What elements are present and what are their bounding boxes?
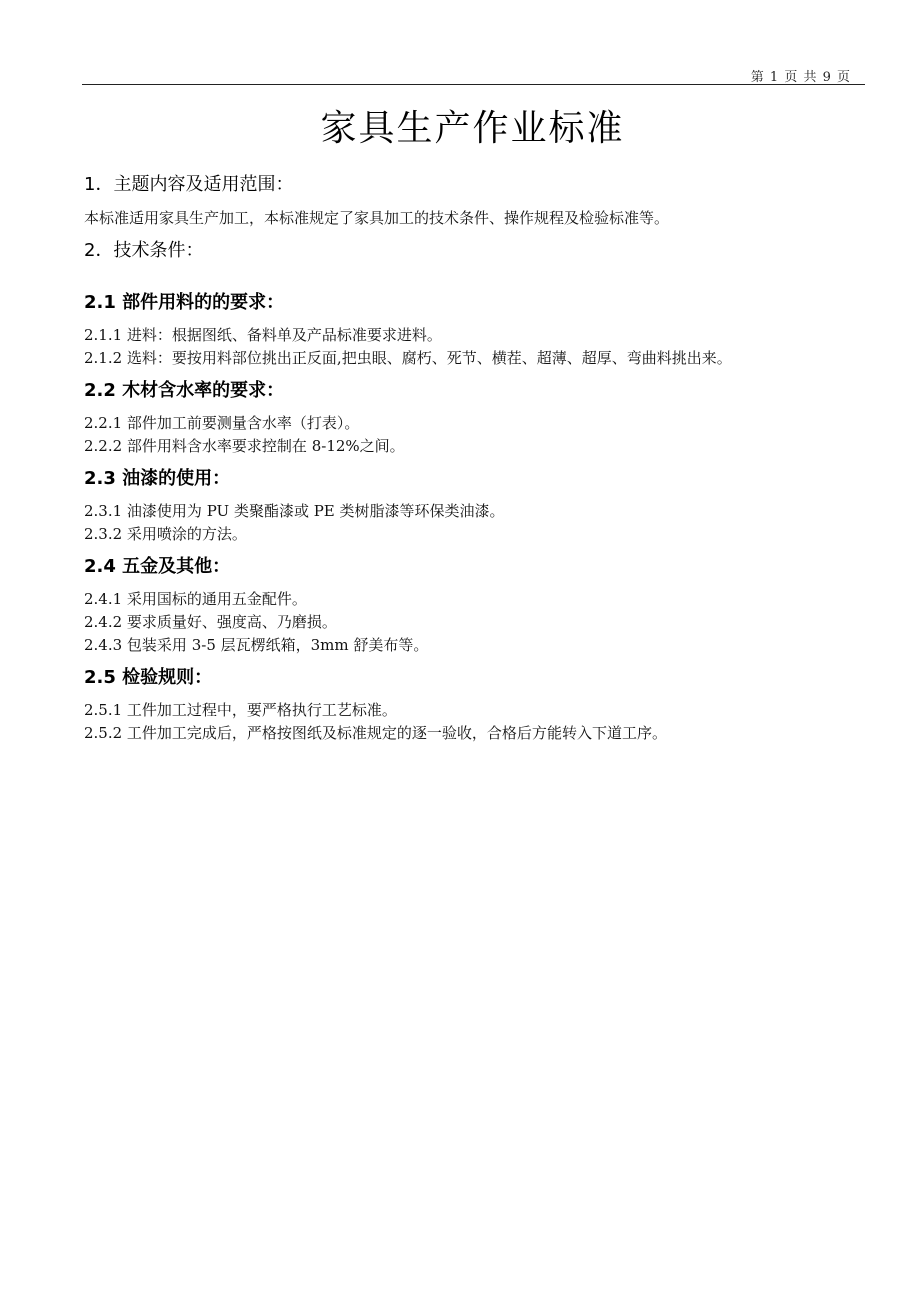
page-header: [82, 62, 865, 85]
document-body: [84, 170, 874, 745]
section-2-1-heading: 2.1 部件用料的的要求：: [84, 292, 285, 313]
page-number: 第 1 页 共 9 页: [750, 70, 851, 85]
section-2-3-heading: 2.3 油漆的使用：: [84, 468, 231, 489]
list-item: 2.2.2 部件用料含水率要求控制在 8-12%之间。: [84, 437, 405, 455]
section-2-heading: 2．技术条件：: [84, 240, 204, 261]
section-2-4-heading: 2.4 五金及其他：: [84, 556, 231, 577]
document-title: 家具生产作业标准: [320, 108, 625, 149]
list-item: 2.1.2 选料：要按用料部位挑出正反面,把虫眼、腐朽、死节、横茬、超薄、超厚、弯曲料挑出来。: [84, 349, 732, 367]
section-2-5-heading: 2.5 检验规则：: [84, 667, 213, 688]
section-1-text: 本标准适用家具生产加工，本标准规定了家具加工的技术条件、操作规程及检验标准等。: [84, 209, 670, 227]
list-item: 2.3.2 采用喷涂的方法。: [84, 525, 247, 543]
list-item: 2.3.1 油漆使用为 PU 类聚酯漆或 PE 类树脂漆等环保类油漆。: [84, 502, 505, 520]
list-item: 2.5.2 工件加工完成后，严格按图纸及标准规定的逐一验收，合格后方能转入下道工序。: [84, 724, 667, 742]
list-item: 2.4.1 采用国标的通用五金配件。: [84, 590, 307, 608]
list-item: 2.5.1 工件加工过程中，要严格执行工艺标准。: [84, 701, 397, 719]
section-1-heading: 1．主题内容及适用范围：: [84, 174, 294, 195]
list-item: 2.4.2 要求质量好、强度高、乃磨损。: [84, 613, 337, 631]
list-item: 2.1.1 进料：根据图纸、备料单及产品标准要求进料。: [84, 326, 442, 344]
section-2-2-heading: 2.2 木材含水率的要求：: [84, 380, 285, 401]
list-item: 2.4.3 包装采用 3-5 层瓦楞纸箱，3mm 舒美布等。: [84, 636, 429, 654]
list-item: 2.2.1 部件加工前要测量含水率（打表）。: [84, 414, 360, 432]
